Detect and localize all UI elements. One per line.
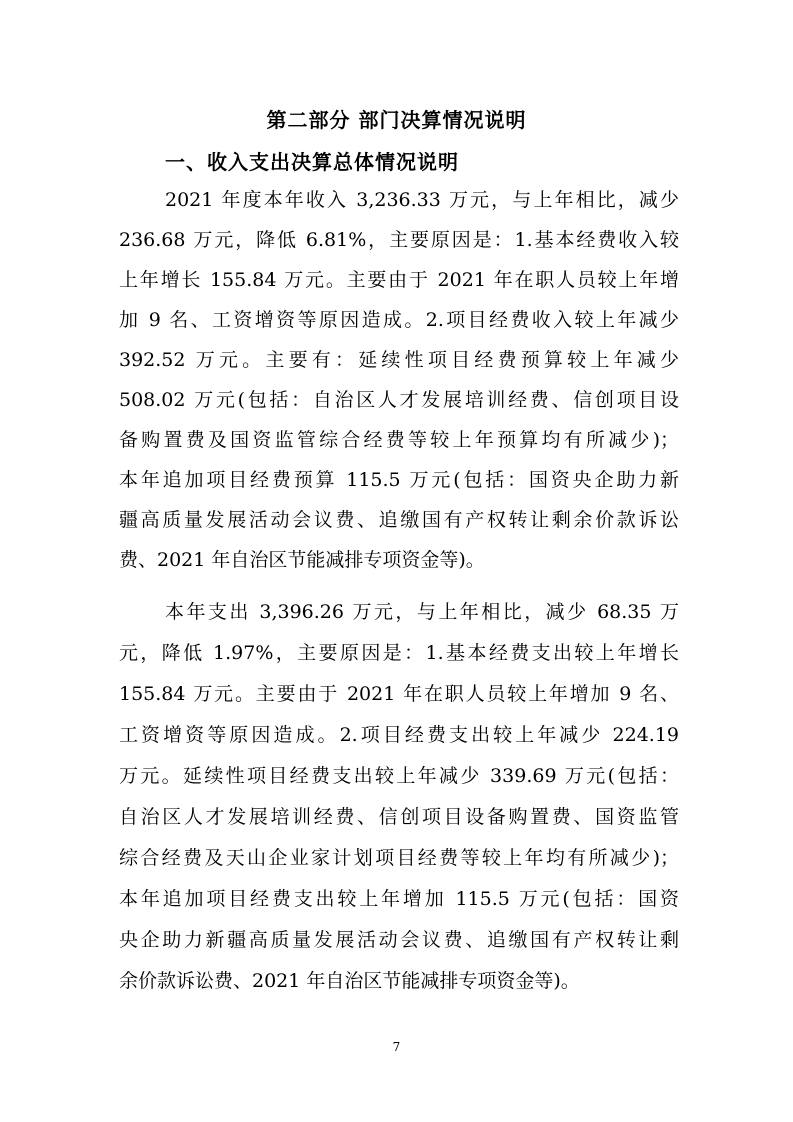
page-title: 第二部分 部门决算情况说明 — [266, 108, 527, 132]
paragraph-2-line: 本年支出 3,396.26 万元，与上年相比，减少 68.35 万 — [165, 601, 679, 623]
paragraph-2-line: 工资增资等原因造成。2.项目经费支出较上年减少 224.19 — [119, 724, 679, 746]
paragraph-2-line: 155.84 万元。主要由于 2021 年在职人员较上年增加 9 名、 — [119, 683, 679, 705]
paragraph-2-line: 综合经费及天山企业家计划项目经费等较上年均有所减少)； — [119, 847, 679, 869]
paragraph-2-line: 自治区人才发展培训经费、信创项目设备购置费、国资监管 — [119, 806, 679, 828]
paragraph-2-line: 元，降低 1.97%，主要原因是：1.基本经费支出较上年增长 — [119, 642, 679, 664]
paragraph-1-line: 508.02 万元(包括：自治区人才发展培训经费、信创项目设 — [119, 389, 679, 411]
paragraph-1-line: 疆高质量发展活动会议费、追缴国有产权转让剩余价款诉讼 — [119, 509, 679, 531]
paragraph-1-line: 费、2021 年自治区节能减排专项资金等)。 — [119, 549, 485, 571]
page-number: 7 — [392, 1040, 401, 1054]
paragraph-1-line: 上年增长 155.84 万元。主要由于 2021 年在职人员较上年增 — [119, 269, 679, 291]
paragraph-2-line: 央企助力新疆高质量发展活动会议费、追缴国有产权转让剩 — [119, 929, 679, 951]
section-heading: 一、收入支出决算总体情况说明 — [165, 150, 459, 174]
paragraph-2-line: 本年追加项目经费支出较上年增加 115.5 万元(包括：国资 — [119, 888, 679, 910]
paragraph-1-line: 本年追加项目经费预算 115.5 万元(包括：国资央企助力新 — [119, 469, 679, 491]
paragraph-1-line: 236.68 万元，降低 6.81%，主要原因是：1.基本经费收入较 — [119, 229, 679, 251]
paragraph-2-line: 余价款诉讼费、2021 年自治区节能减排专项资金等)。 — [119, 970, 580, 992]
paragraph-1-line: 2021 年度本年收入 3,236.33 万元，与上年相比，减少 — [165, 189, 679, 211]
paragraph-1-line: 392.52 万元。主要有：延续性项目经费预算较上年减少 — [119, 349, 679, 371]
paragraph-2-line: 万元。延续性项目经费支出较上年减少 339.69 万元(包括： — [119, 765, 679, 787]
paragraph-1-line: 备购置费及国资监管综合经费等较上年预算均有所减少)； — [119, 429, 679, 451]
paragraph-1-line: 加 9 名、工资增资等原因造成。2.项目经费收入较上年减少 — [119, 309, 679, 331]
